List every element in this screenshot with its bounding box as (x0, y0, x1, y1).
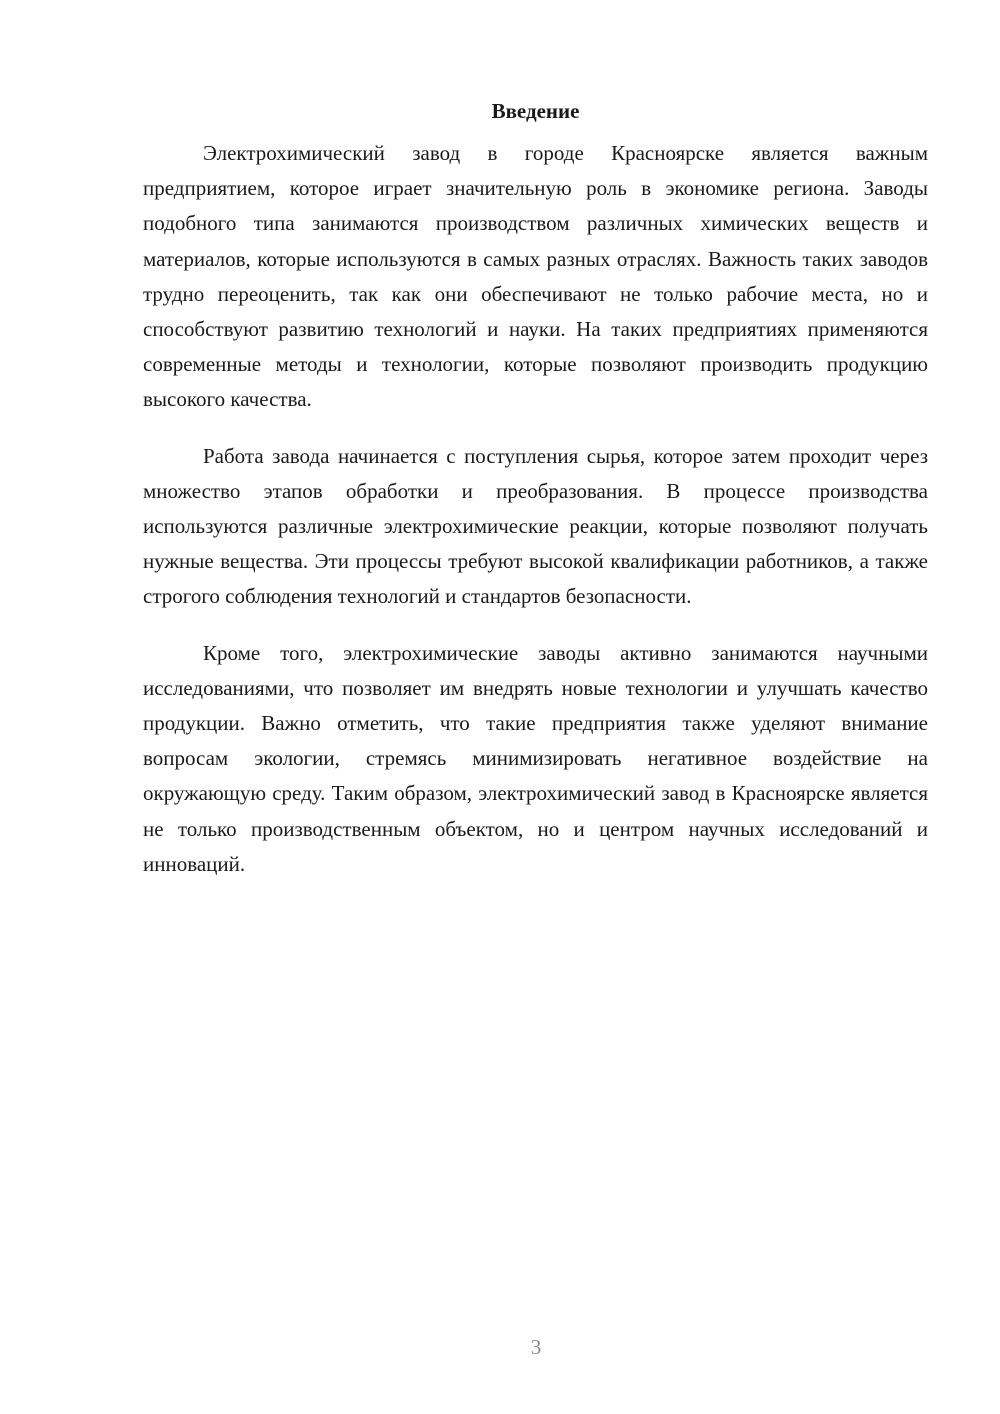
page-content (143, 96, 928, 903)
paragraph-2: Работа завода начинается с поступления сырья, которое затем проходит через множество этапов обработки и преобразования. В процессе производства используются различные электрохимические реакции, которые позволяют получать нужные вещества. Эти процессы требуют высокой квалификации работников, а также строгого соблюдения технологий и стандартов безопасности. (143, 443, 928, 609)
page-number: 3 (530, 1335, 542, 1359)
section-heading: Введение (491, 99, 580, 123)
paragraph-3: Кроме того, электрохимические заводы активно занимаются научными исследованиями, что позволяет им внедрять новые технологии и улучшать качество продукции. Важно отметить, что такие предприятия также уделяют внимание вопросам экологии, стремясь минимизировать негативное воздействие на окружающую среду. Таким образом, электрохимический завод в Красноярске является не только производственным объектом, но и центром научных исследований и инноваций. (143, 640, 928, 876)
paragraph-1: Электрохимический завод в городе Красноярске является важным предприятием, которое играет значительную роль в экономике региона. Заводы подобного типа занимаются производством различных химических веществ и материалов, которые используются в самых разных отраслях. Важность таких заводов трудно переоценить, так как они обеспечивают не только рабочие места, но и способствуют развитию технологий и науки. На таких предприятиях применяются современные методы и технологии, которые позволяют производить продукцию высокого качества. (143, 141, 928, 412)
